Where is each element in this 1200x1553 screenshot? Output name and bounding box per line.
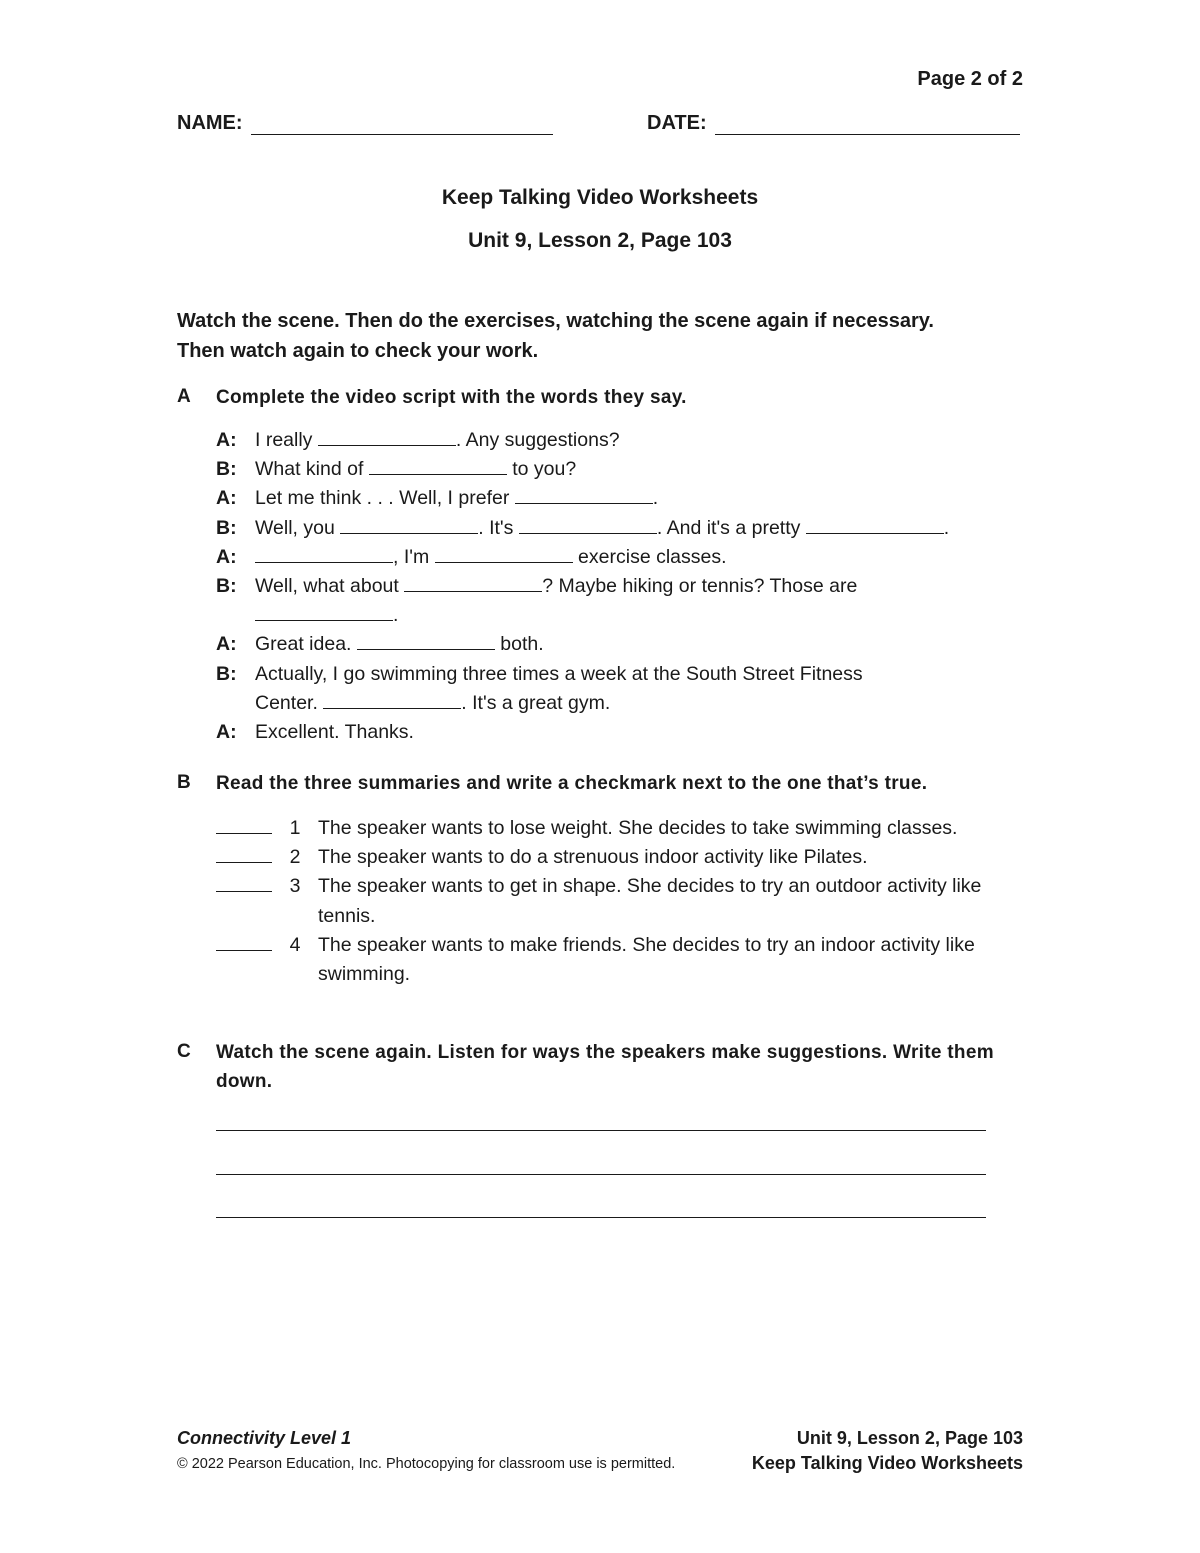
summary-text: The speaker wants to get in shape. She decides to try an outdoor activity like tennis. xyxy=(318,875,982,927)
script-text: exercise classes. xyxy=(572,545,727,568)
name-blank[interactable] xyxy=(251,114,553,135)
script-text: Excellent. Thanks. xyxy=(255,721,414,744)
video-script xyxy=(216,426,1016,747)
fill-blank[interactable] xyxy=(404,574,542,592)
script-line xyxy=(216,630,1016,659)
date-blank[interactable] xyxy=(715,114,1020,135)
speaker-label: B: xyxy=(216,575,237,598)
footer-unit: Unit 9, Lesson 2, Page 103 xyxy=(796,1428,1023,1448)
summary-text: The speaker wants to lose weight. She decides to take swimming classes. xyxy=(318,817,958,839)
worksheet-subtitle: Unit 9, Lesson 2, Page 103 xyxy=(468,229,732,252)
checkmark-blank[interactable] xyxy=(216,845,272,863)
fill-blank[interactable] xyxy=(369,457,507,475)
script-text: . xyxy=(652,487,659,510)
script-text: Well, you xyxy=(255,516,341,539)
speaker-label: A: xyxy=(216,429,237,451)
name-field xyxy=(177,112,553,135)
footer-copyright: © 2022 Pearson Education, Inc. Photocopying for classroom use is permitted. xyxy=(177,1456,676,1472)
script-line xyxy=(216,660,1016,718)
speaker-label: B: xyxy=(216,458,237,481)
footer-level: Connectivity Level 1 xyxy=(177,1428,352,1448)
section-a-prompt: Complete the video script with the words they say. xyxy=(216,387,687,408)
summary-text: The speaker wants to make friends. She decides to try an indoor activity like swimming. xyxy=(318,933,975,986)
page-number: Page 2 of 2 xyxy=(917,68,1023,90)
speaker-label: A: xyxy=(216,633,237,656)
checkmark-blank[interactable] xyxy=(216,874,272,892)
summary-number: 1 xyxy=(289,817,301,839)
script-text: . And it's a pretty xyxy=(656,516,806,539)
answer-line-3[interactable] xyxy=(216,1217,986,1218)
script-text: , I'm xyxy=(393,545,435,568)
date-field xyxy=(647,112,1020,135)
script-text: Actually, I go swimming three times a week at the South Street Fitness xyxy=(255,662,863,685)
summary-list xyxy=(216,814,1026,989)
fill-blank[interactable] xyxy=(806,516,944,534)
script-text: Let me think . . . Well, I prefer xyxy=(255,487,515,510)
footer-series: Keep Talking Video Worksheets xyxy=(751,1453,1023,1473)
fill-blank[interactable] xyxy=(255,545,393,563)
summary-number: 4 xyxy=(289,933,301,956)
summary-item xyxy=(216,931,1026,989)
speaker-label: B: xyxy=(216,662,237,685)
speaker-label: A: xyxy=(216,487,237,510)
answer-line-1[interactable] xyxy=(216,1130,986,1131)
script-line xyxy=(216,455,1016,484)
script-line xyxy=(216,484,1016,513)
script-text: . It's a great gym. xyxy=(461,691,611,714)
script-text: Well, what about xyxy=(255,575,405,598)
instructions-line-2: Then watch again to check your work. xyxy=(177,340,539,362)
section-c-letter: C xyxy=(177,1041,191,1062)
fill-blank[interactable] xyxy=(435,545,573,563)
instructions xyxy=(177,306,1027,366)
script-text: . xyxy=(393,604,399,627)
summary-item xyxy=(216,843,1026,872)
speaker-label: B: xyxy=(216,516,237,539)
script-text: to you? xyxy=(506,458,577,481)
date-label: DATE: xyxy=(647,112,707,134)
script-text: I really xyxy=(255,429,318,451)
fill-blank[interactable] xyxy=(323,691,461,709)
fill-blank[interactable] xyxy=(340,516,478,534)
name-label: NAME: xyxy=(177,112,243,134)
worksheet-title: Keep Talking Video Worksheets xyxy=(441,186,759,209)
answer-line-2[interactable] xyxy=(216,1174,986,1175)
summary-number: 3 xyxy=(289,875,301,898)
fill-blank[interactable] xyxy=(255,603,393,621)
script-text: . Any suggestions? xyxy=(455,429,620,451)
summary-item xyxy=(216,872,1026,930)
script-text: What kind of xyxy=(255,458,369,481)
script-text: ? Maybe hiking or tennis? Those are xyxy=(542,575,858,598)
section-c-prompt: Watch the scene again. Listen for ways the speakers make suggestions. Write them down. xyxy=(216,1042,994,1092)
script-text: . It's xyxy=(478,516,519,539)
section-a-letter: A xyxy=(177,386,191,407)
fill-blank[interactable] xyxy=(357,632,495,650)
section-b-prompt: Read the three summaries and write a checkmark next to the one that’s true. xyxy=(216,773,928,794)
checkmark-blank[interactable] xyxy=(216,933,272,951)
script-line xyxy=(216,718,1016,747)
script-text: Great idea. xyxy=(255,633,357,656)
checkmark-blank[interactable] xyxy=(216,816,272,834)
instructions-line-1: Watch the scene. Then do the exercises, watching the scene again if necessary. xyxy=(177,310,934,332)
fill-blank[interactable] xyxy=(519,516,657,534)
script-text: Center. xyxy=(255,691,324,714)
script-text: both. xyxy=(494,633,544,656)
script-text: . xyxy=(943,516,950,539)
speaker-label: A: xyxy=(216,721,237,744)
section-b-letter: B xyxy=(177,772,191,793)
speaker-label: A: xyxy=(216,545,237,568)
fill-blank[interactable] xyxy=(318,428,456,446)
summary-number: 2 xyxy=(289,846,301,869)
script-line xyxy=(216,543,1016,572)
summary-item xyxy=(216,814,1026,843)
fill-blank[interactable] xyxy=(515,486,653,504)
summary-text: The speaker wants to do a strenuous indoor activity like Pilates. xyxy=(318,846,868,869)
script-line xyxy=(216,572,1016,630)
script-line xyxy=(216,426,1016,455)
script-line xyxy=(216,514,1016,543)
